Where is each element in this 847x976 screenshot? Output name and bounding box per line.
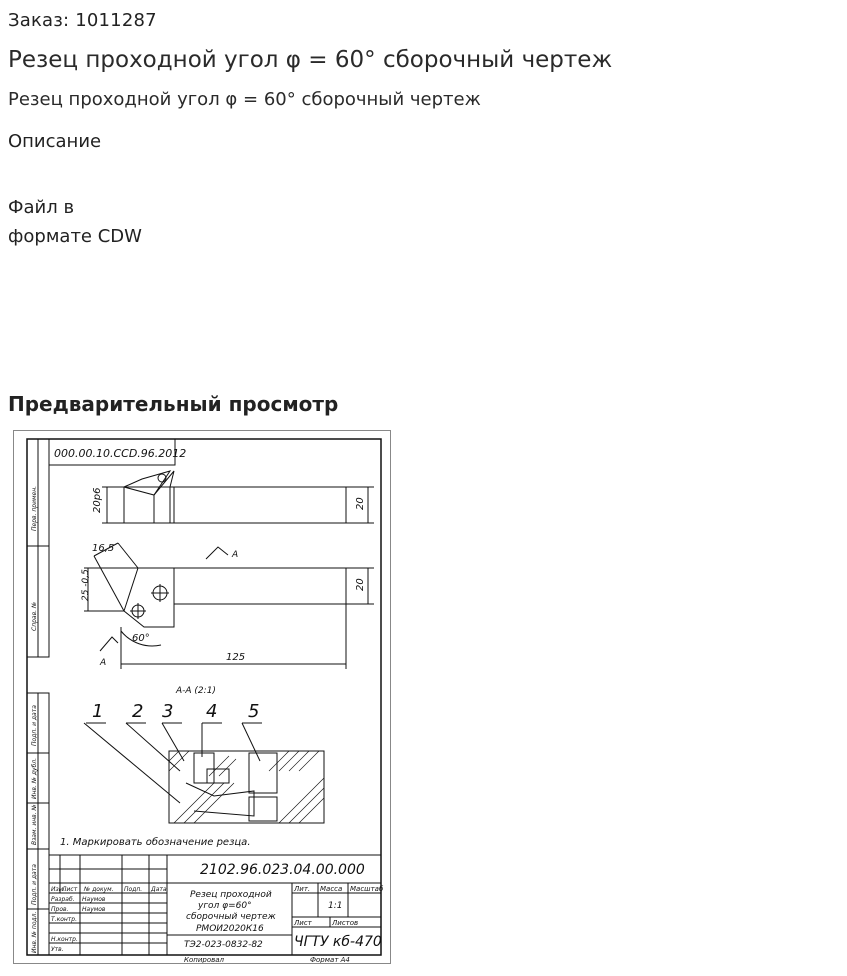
drawing-side-7: Инв. № подл. <box>31 911 38 953</box>
drawing-side-6: Подп. и дата <box>31 864 38 905</box>
file-info-line2: формате CDW <box>8 226 142 247</box>
drawing-mass-label: Масса <box>320 885 343 893</box>
drawing-dim-20p6: 20р6 <box>92 487 103 513</box>
drawing-name-line3: сборочный чертеж <box>186 912 276 922</box>
drawing-side-1: Перв. примен. <box>31 485 38 531</box>
drawing-callout-1: 1 <box>92 701 104 722</box>
drawing-person-ncontr: Н.контр. <box>51 936 78 943</box>
drawing-row-izm: Изм. <box>51 886 66 893</box>
drawing-note: 1. Маркировать обозначение резца. <box>60 837 251 848</box>
drawing-mass: 1:1 <box>328 901 343 911</box>
drawing-section-label: А-А (2:1) <box>176 686 216 696</box>
drawing-side-5: Взам. инв. № <box>31 804 38 845</box>
file-info-line1: Файл в <box>8 197 75 218</box>
drawing-copied-label: Копировал <box>184 956 224 963</box>
drawing-person-tcontr: Т.контр. <box>51 916 78 923</box>
drawing-dim-20b: 20 <box>355 578 366 591</box>
drawing-group-line2: ТЭ2-023-0832-82 <box>184 940 263 950</box>
drawing-dim-20a: 20 <box>355 497 366 510</box>
drawing-name-line2: угол φ=60° <box>198 901 252 911</box>
drawing-person-check: Пров. <box>51 906 69 913</box>
preview-heading: Предварительный просмотр <box>8 392 339 416</box>
drawing-svg <box>14 431 390 963</box>
drawing-callout-5: 5 <box>248 701 260 722</box>
drawing-view-label-2: А <box>100 658 107 668</box>
drawing-sheets-label: Листов <box>332 919 359 927</box>
drawing-callout-3: 3 <box>162 701 174 722</box>
drawing-row-list: Лист <box>62 886 78 893</box>
drawing-scale-label: Масштаб <box>350 885 384 893</box>
order-number: Заказ: 1011287 <box>8 10 157 31</box>
drawing-sheet-label: Лист <box>294 919 312 927</box>
page-title: Резец проходной угол φ = 60° сборочный чертеж <box>8 47 613 73</box>
drawing-name-dev: Наумов <box>82 896 106 903</box>
drawing-row-sign: Подп. <box>124 886 143 893</box>
drawing-top-stamp: 000.00.10.CCD.96.2012 <box>54 447 187 460</box>
file-info <box>8 193 208 251</box>
drawing-format-label: Формат А4 <box>310 956 350 963</box>
description-heading: Описание <box>8 131 102 152</box>
drawing-dim-125: 125 <box>226 652 246 663</box>
drawing-view-label-1: А <box>232 550 239 560</box>
drawing-callout-4: 4 <box>206 701 218 722</box>
drawing-dim-165: 16,5 <box>92 543 115 554</box>
drawing-dim-60: 60° <box>132 633 150 644</box>
page-subtitle: Резец проходной угол φ = 60° сборочный чертеж <box>8 89 481 110</box>
drawing-side-4: Инв. № дубл. <box>31 757 38 799</box>
drawing-callout-2: 2 <box>132 701 144 722</box>
drawing-org: ЧГТУ кб-470 <box>294 934 382 950</box>
drawing-side-2: Справ. № <box>31 601 38 631</box>
drawing-lit-label: Лит. <box>294 885 311 893</box>
drawing-name-check: Наумов <box>82 906 106 913</box>
drawing-side-3: Подп. и дата <box>31 705 38 746</box>
drawing-doc-number: 2102.96.023.04.00.000 <box>200 862 365 878</box>
drawing-name-line1: Резец проходной <box>190 890 272 900</box>
drawing-person-approve: Утв. <box>51 946 64 953</box>
preview-image[interactable] <box>13 430 391 964</box>
drawing-dim-25: 25 -0,5 <box>81 569 91 601</box>
drawing-person-dev: Разраб. <box>51 896 75 903</box>
drawing-row-date: Дата <box>151 886 167 893</box>
drawing-group-line1: РМОИ2020К16 <box>196 924 264 934</box>
drawing-row-doc: № докум. <box>84 886 114 893</box>
